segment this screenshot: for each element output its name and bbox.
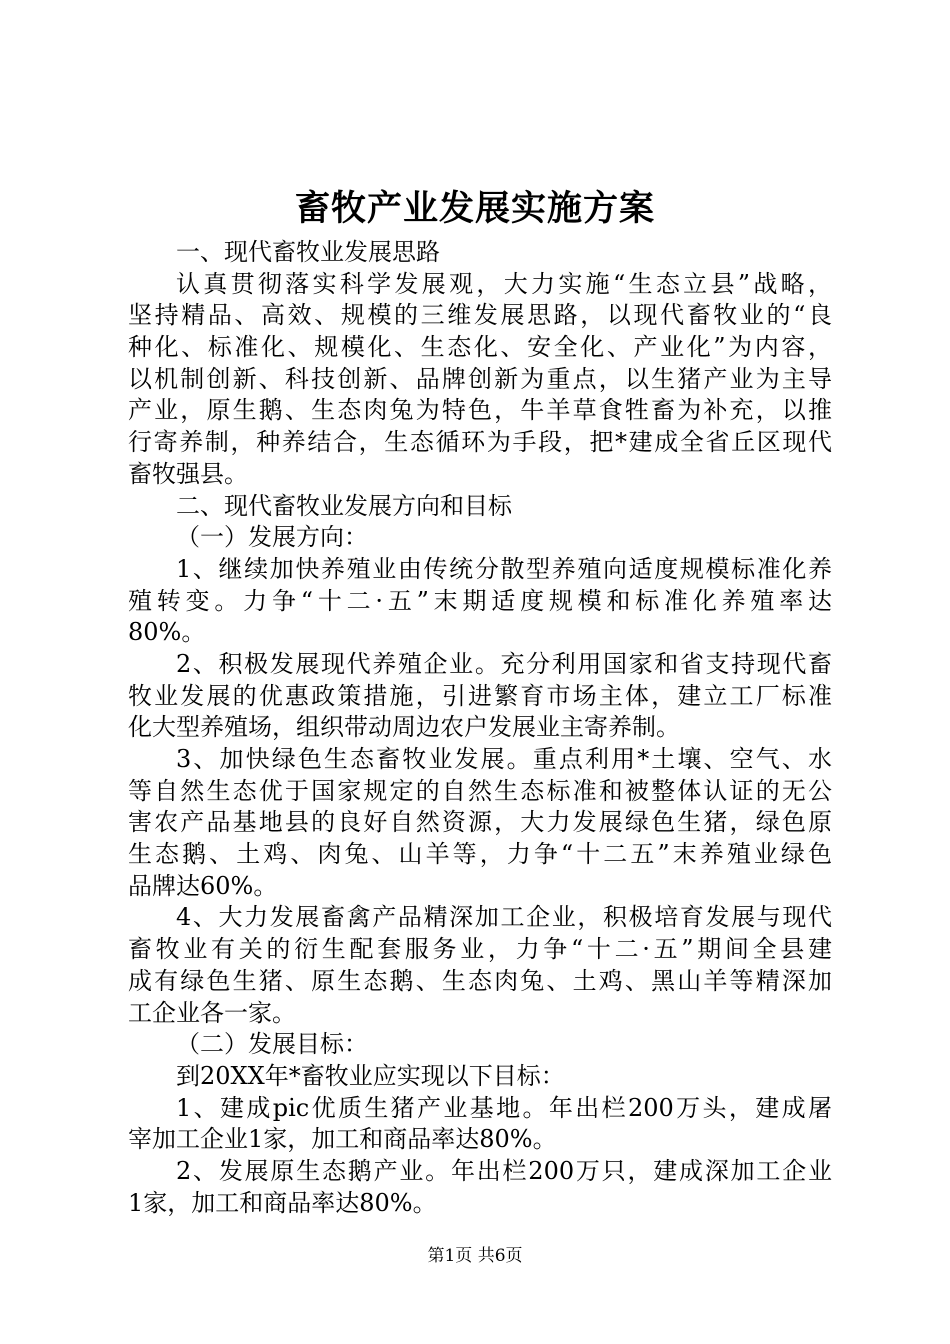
text-line: 害农产品基地县的良好自然资源，大力发展绿色生猪，绿色原: [128, 808, 832, 837]
text-line: 畜牧业有关的衍生配套服务业，力争“十二·五”期间全县建: [128, 935, 832, 964]
text-line: 4、大力发展畜禽产品精深加工企业，积极培育发展与现代: [176, 903, 832, 932]
text-line: 成有绿色生猪、原生态鹅、生态肉兔、土鸡、黑山羊等精深加: [128, 966, 832, 995]
text-line: （一）发展方向：: [176, 523, 368, 552]
text-line: 认真贯彻落实科学发展观，大力实施“生态立县”战略，: [176, 269, 832, 298]
text-line: 生态鹅、土鸡、肉兔、山羊等，力争“十二五”末养殖业绿色: [128, 840, 832, 869]
text-line: 行寄养制，种养结合，生态循环为手段，把*建成全省丘区现代: [128, 428, 832, 457]
text-line: 以机制创新、科技创新、品牌创新为重点，以生猪产业为主导: [128, 364, 832, 393]
text-line: 一、现代畜牧业发展思路: [176, 238, 440, 266]
text-line: 坚持精品、高效、规模的三维发展思路，以现代畜牧业的“良: [128, 301, 832, 330]
document-body: [128, 237, 832, 1219]
text-line: 宰加工企业1家，加工和商品率达80%。: [128, 1125, 557, 1154]
document-title: 畜牧产业发展实施方案: [294, 188, 655, 229]
text-line: 1家，加工和商品率达80%。: [128, 1188, 437, 1217]
text-line: 1、建成pic优质生猪产业基地。年出栏200万头，建成屠: [176, 1093, 832, 1122]
text-line: 等自然生态优于国家规定的自然生态标准和被整体认证的无公: [128, 776, 832, 805]
text-line: 2、积极发展现代养殖企业。充分利用国家和省支持现代畜: [176, 649, 832, 678]
text-line: 种化、标准化、规模化、生态化、安全化、产业化”为内容，: [128, 333, 832, 362]
text-line: 畜牧强县。: [128, 459, 248, 488]
text-line: 牧业发展的优惠政策措施，引进繁育市场主体，建立工厂标准: [128, 681, 832, 710]
page-footer: 第1页 共6页: [427, 1246, 523, 1266]
text-line: 2、发展原生态鹅产业。年出栏200万只，建成深加工企业: [176, 1156, 832, 1185]
text-line: 3、加快绿色生态畜牧业发展。重点利用*土壤、空气、水: [176, 745, 832, 773]
text-line: 殖转变。力争“十二·五”末期适度规模和标准化养殖率达: [128, 586, 832, 615]
text-line: 品牌达60%。: [128, 871, 278, 900]
text-line: 化大型养殖场，组织带动周边农户发展业主寄养制。: [128, 713, 680, 742]
text-line: 工企业各一家。: [128, 998, 296, 1027]
text-line: 80%。: [128, 618, 206, 647]
text-line: 产业，原生鹅、生态肉兔为特色，牛羊草食牲畜为补充，以推: [128, 396, 832, 425]
text-line: 1、继续加快养殖业由传统分散型养殖向适度规模标准化养: [176, 554, 832, 583]
text-line: （二）发展目标：: [176, 1030, 368, 1059]
text-line: 到20XX年*畜牧业应实现以下目标：: [176, 1061, 565, 1090]
text-line: 二、现代畜牧业发展方向和目标: [176, 491, 512, 520]
